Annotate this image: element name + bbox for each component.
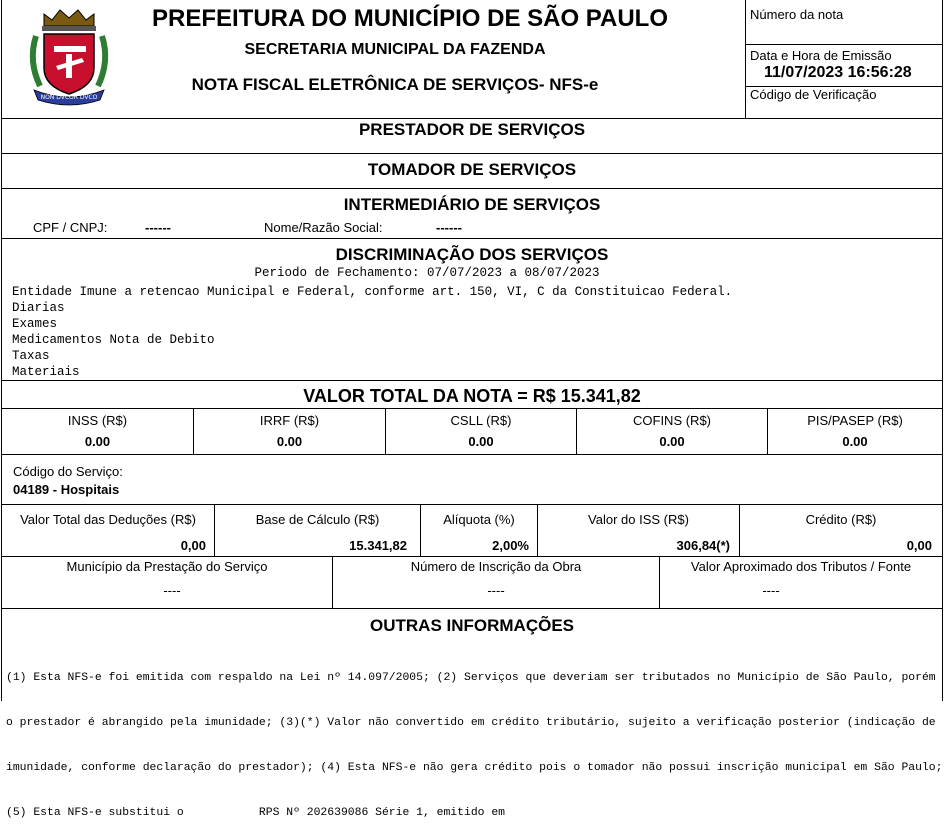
- outras-informacoes-title: OUTRAS INFORMAÇÕES: [370, 616, 574, 635]
- outras-line: o prestador é abrangido pela imunidade; (3)(*) Valor não convertido em crédito tributário, sujeito a verificação posterior (indicação de: [6, 717, 936, 729]
- section-divider: [1, 454, 943, 455]
- emissao-value: 11/07/2023 16:56:28: [764, 64, 912, 81]
- outras-line: (1) Esta NFS-e foi emitida com respaldo na Lei nº 14.097/2005; (2) Serviços que deveriam ser tributados no Município de São Paulo, porém: [6, 672, 936, 684]
- section-divider: [1, 380, 943, 381]
- crest-motto: NON DVCOR DVCO: [40, 94, 98, 101]
- deducoes-value: 0,00: [180, 538, 206, 553]
- tomador-title: TOMADOR DE SERVIÇOS: [367, 160, 577, 179]
- section-divider: [1, 608, 943, 609]
- inss-value: 0.00: [84, 434, 111, 449]
- section-divider: [1, 504, 943, 505]
- city-crest: [26, 6, 112, 106]
- valor-iss-value: 306,84(*): [676, 538, 730, 553]
- csll-label: CSLL (R$): [450, 413, 512, 428]
- prestador-title: PRESTADOR DE SERVIÇOS: [358, 120, 586, 139]
- municipio-prestacao-value: ----: [163, 583, 181, 598]
- intermediario-title: INTERMEDIÁRIO DE SERVIÇOS: [343, 195, 601, 214]
- discriminacao-line: Materiais: [12, 365, 80, 379]
- valor-total-nota: VALOR TOTAL DA NOTA = R$ 15.341,82: [303, 386, 641, 406]
- section-divider: [1, 153, 943, 154]
- emissao-label: Data e Hora de Emissão: [750, 48, 892, 63]
- cpf-cnpj-value: ------: [145, 220, 171, 235]
- discriminacao-title: DISCRIMINAÇÃO DOS SERVIÇOS: [335, 245, 609, 264]
- discriminacao-line: Taxas: [12, 349, 50, 363]
- cpf-cnpj-label: CPF / CNPJ:: [33, 220, 108, 235]
- outras-line: imunidade, conforme declaração do prestador); (4) Esta NFS-e não gera crédito pois o tomador não possui inscrição municipal em São Paulo;: [6, 762, 943, 774]
- aliquota-label: Alíquota (%): [443, 512, 515, 527]
- inscricao-obra-label: Número de Inscrição da Obra: [410, 559, 582, 574]
- nfse-title: NOTA FISCAL ELETRÔNICA DE SERVIÇOS- NFS-e: [191, 75, 599, 94]
- base-calculo-label: Base de Cálculo (R$): [255, 512, 380, 527]
- verificacao-label: Código de Verificação: [750, 87, 877, 102]
- pispasep-value: 0.00: [842, 434, 868, 449]
- discriminacao-line: Diarias: [12, 301, 65, 315]
- pispasep-label: PIS/PASEP (R$): [807, 413, 903, 428]
- secretaria-title: SECRETARIA MUNICIPAL DA FAZENDA: [244, 41, 546, 58]
- cofins-value: 0.00: [659, 434, 685, 449]
- inss-label: INSS (R$): [67, 413, 128, 428]
- deducoes-label: Valor Total das Deduções (R$): [20, 512, 196, 527]
- base-calculo-value: 15.341,82: [349, 538, 407, 553]
- valor-iss-label: Valor do ISS (R$): [588, 512, 689, 527]
- section-divider: [1, 408, 943, 409]
- tributos-fonte-label: Valor Aproximado dos Tributos / Fonte: [690, 559, 912, 574]
- municipio-prestacao-label: Município da Prestação do Serviço: [66, 559, 268, 574]
- outras-line: (5) Esta NFS-e substitui o RPS Nº 202639086 Série 1, emitido em: [6, 807, 505, 819]
- inscricao-obra-value: ----: [487, 583, 505, 598]
- discriminacao-line: Exames: [12, 317, 58, 331]
- section-divider: [1, 188, 943, 189]
- irrf-label: IRRF (R$): [259, 413, 320, 428]
- csll-value: 0.00: [468, 434, 494, 449]
- discriminacao-line: Entidade Imune a retencao Municipal e Federal, conforme art. 150, VI, C da Constituicao Federal.: [12, 285, 733, 299]
- cofins-label: COFINS (R$): [633, 413, 711, 428]
- outras-informacoes-text: [6, 641, 942, 836]
- header-box-line: [745, 44, 943, 45]
- tributos-fonte-value: ----: [762, 583, 780, 598]
- section-divider: [1, 556, 943, 557]
- periodo-fechamento: Periodo de Fechamento: 07/07/2023 a 08/07/2023: [254, 266, 600, 280]
- credito-value: 0,00: [906, 538, 932, 553]
- razao-social-value: ------: [436, 220, 462, 235]
- numero-nota-label: Número da nota: [750, 7, 844, 22]
- section-divider: [1, 238, 943, 239]
- discriminacao-lines: [12, 284, 732, 380]
- codigo-servico-label: Código do Serviço:: [13, 464, 123, 479]
- aliquota-value: 2,00%: [492, 538, 529, 553]
- discriminacao-line: Medicamentos Nota de Debito: [12, 333, 215, 347]
- header-divider: [745, 0, 746, 118]
- irrf-value: 0.00: [276, 434, 303, 449]
- codigo-servico-value: 04189 - Hospitais: [13, 482, 120, 497]
- page-title: PREFEITURA DO MUNICÍPIO DE SÃO PAULO: [151, 5, 669, 32]
- credito-label: Crédito (R$): [805, 512, 877, 527]
- section-divider: [1, 118, 943, 119]
- razao-social-label: Nome/Razão Social:: [264, 220, 383, 235]
